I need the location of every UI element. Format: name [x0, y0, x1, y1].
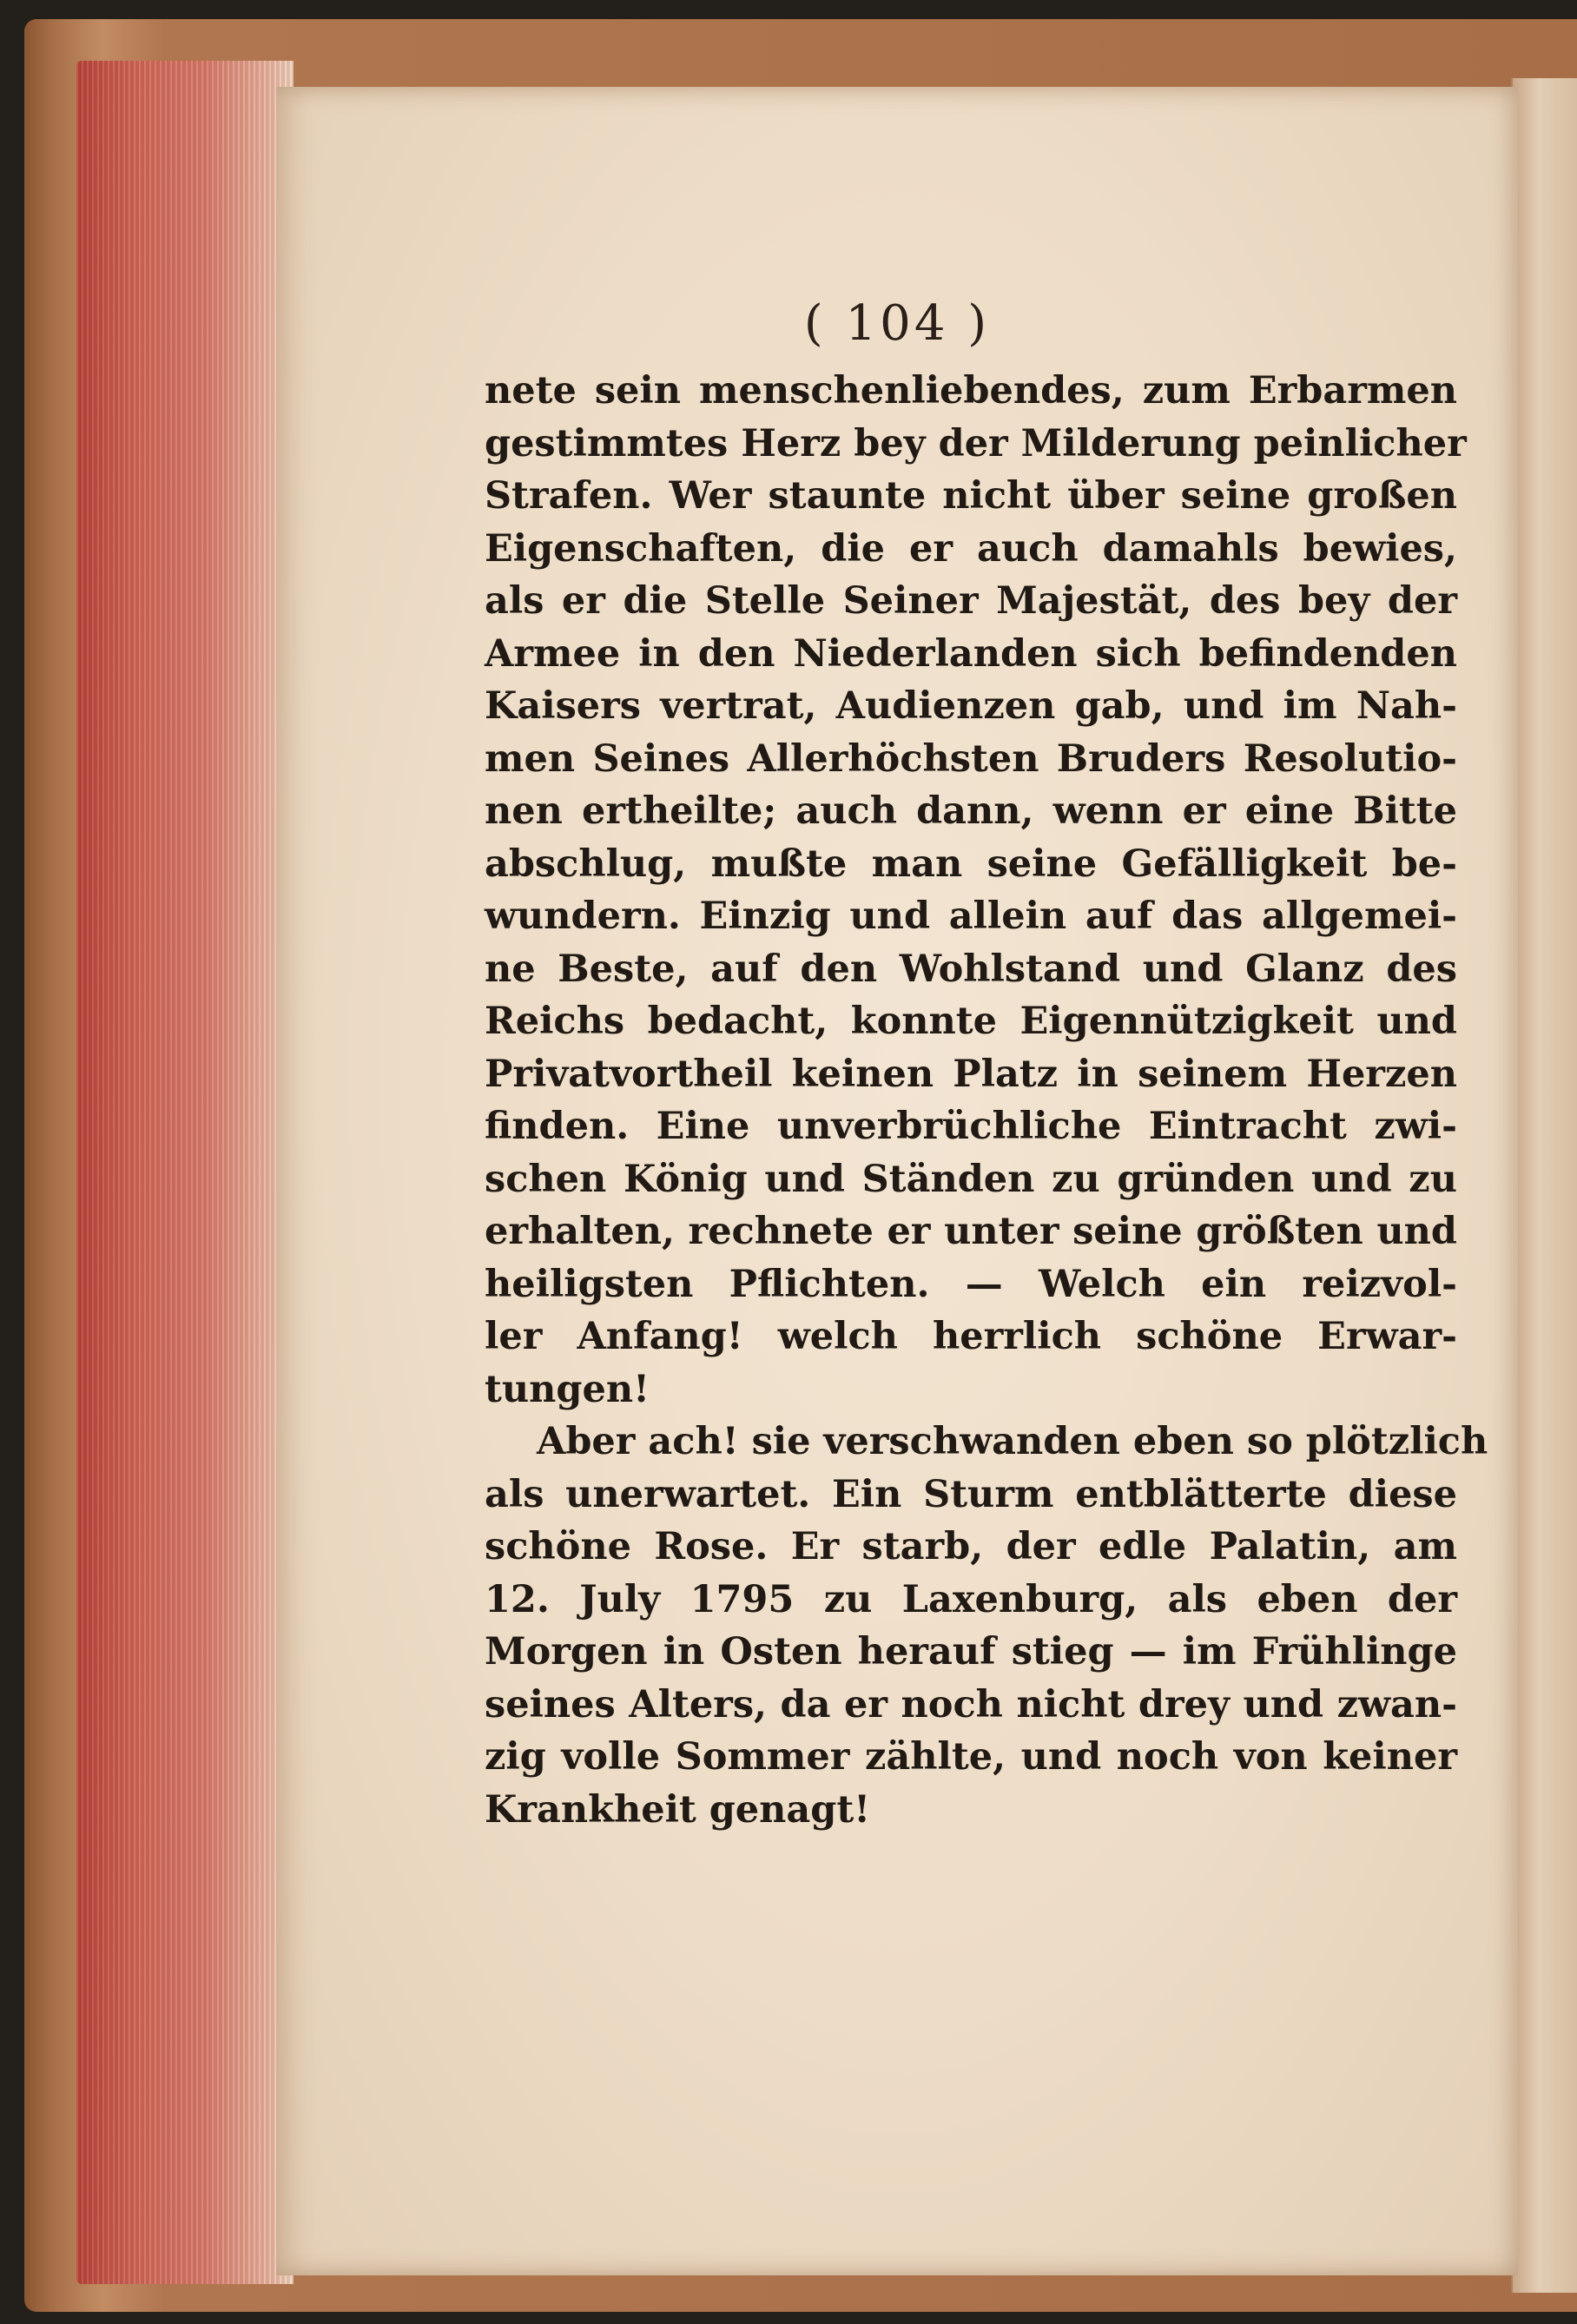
text-line: nete sein menschenliebendes, zum Erbarmen [485, 369, 1457, 413]
text-line: finden. Eine unverbrüchliche Eintracht zwi- [485, 1105, 1457, 1148]
text-line: seines Alters, da er noch nicht drey und zwan- [485, 1682, 1457, 1726]
text-line: Aber ach! sie verschwanden eben so plötzlich [537, 1420, 1488, 1463]
book-page [276, 87, 1518, 2275]
text-line: heiligsten Pflichten. — Welch ein reizvol- [485, 1262, 1457, 1306]
page-edges [76, 61, 294, 2284]
text-line: 12. July 1795 zu Laxenburg, als eben der [485, 1577, 1457, 1621]
body-text [485, 365, 1488, 1836]
text-line: Krankheit genagt! [485, 1787, 871, 1832]
text-line: schen König und Ständen zu gründen und zu [485, 1157, 1457, 1201]
text-line: abschlug, mußte man seine Gefälligkeit be- [485, 842, 1457, 886]
text-line: zig volle Sommer zählte, und noch von keiner [485, 1735, 1457, 1779]
paragraph-2 [485, 1416, 1488, 1836]
text-line: Reichs bedacht, konnte Eigennützigkeit und [485, 1000, 1457, 1043]
text-line: ler Anfang! welch herrlich schöne Erwar- [485, 1315, 1457, 1358]
text-line: men Seines Allerhöchsten Bruders Resolutio- [485, 736, 1457, 781]
paragraph-1 [485, 365, 1467, 1416]
text-line: als er die Stelle Seiner Majestät, des bey der [485, 579, 1457, 623]
text-line: schöne Rose. Er starb, der edle Palatin, am [485, 1525, 1457, 1568]
text-line: Armee in den Niederlanden sich befindenden [485, 631, 1457, 676]
page-number: ( 104 ) [803, 295, 991, 352]
text-line: als unerwartet. Ein Sturm entblätterte diese [485, 1472, 1457, 1516]
text-line: Privatvortheil keinen Platz in seinem Herzen [485, 1052, 1457, 1096]
text-line: tungen! [485, 1367, 650, 1411]
text-line: gestimmtes Herz bey der Milderung peinlicher [485, 421, 1467, 465]
adjacent-page-edge [1511, 78, 1577, 2293]
text-line: erhalten, rechnete er unter seine größten und [485, 1210, 1457, 1253]
text-line: nen ertheilte; auch dann, wenn er eine Bitte [485, 789, 1457, 833]
text-line: Kaisers vertrat, Audienzen gab, und im Nah- [485, 684, 1457, 728]
text-line: ne Beste, auf den Wohlstand und Glanz des [485, 947, 1457, 991]
text-line: Eigenschaften, die er auch damahls bewies, [485, 526, 1457, 571]
text-line: wundern. Einzig und allein auf das allgemei- [485, 895, 1457, 938]
text-line: Strafen. Wer staunte nicht über seine großen [485, 474, 1457, 518]
text-line: Morgen in Osten herauf stieg — im Frühlinge [485, 1630, 1457, 1674]
